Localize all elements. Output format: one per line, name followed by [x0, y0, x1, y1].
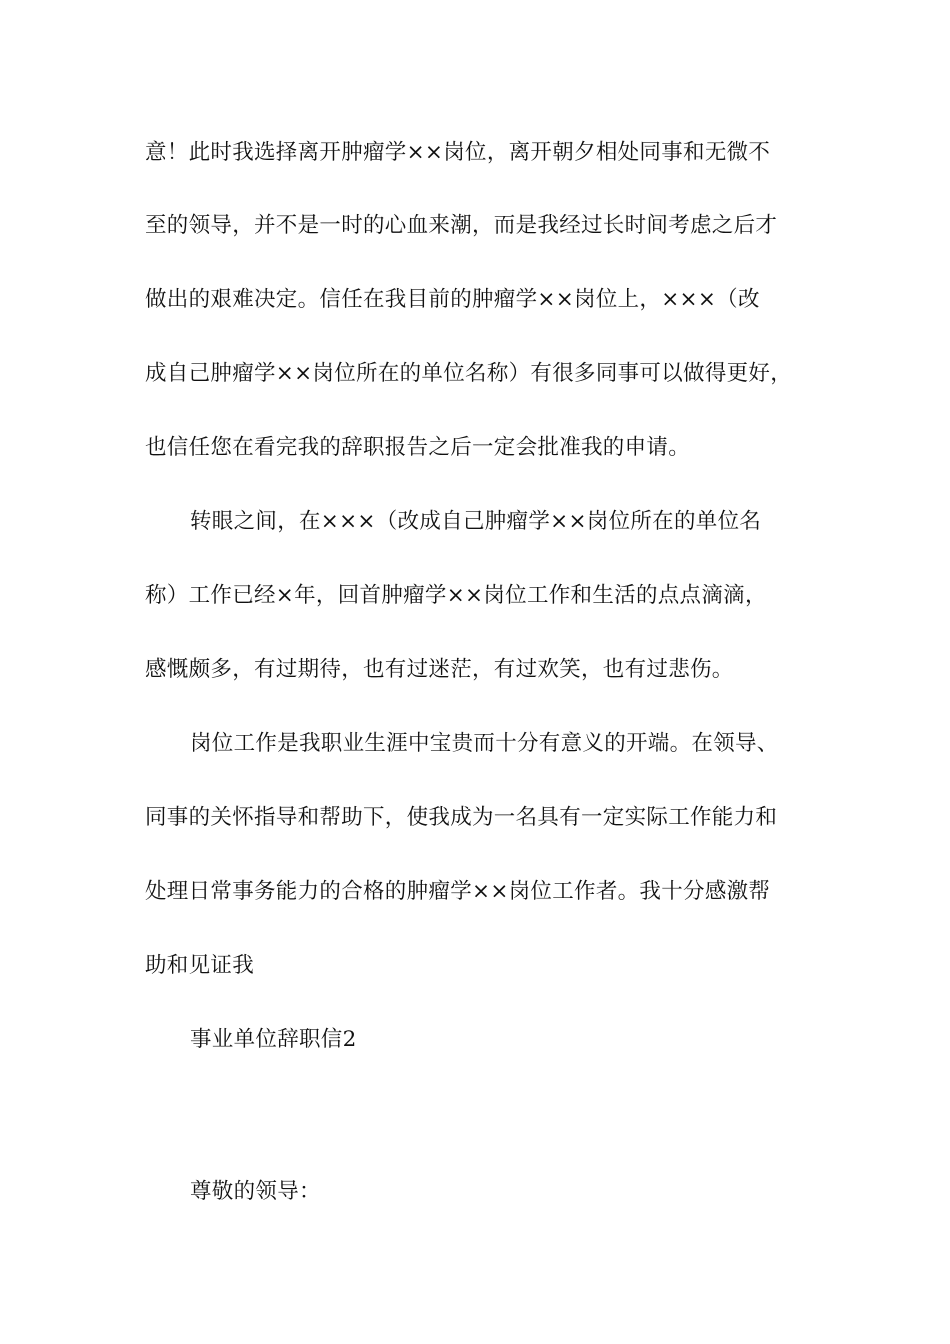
body-line: 同事的关怀指导和帮助下，使我成为一名具有一定实际工作能力和	[145, 805, 778, 830]
body-line: 称）工作已经×年，回首肿瘤学××岗位工作和生活的点点滴滴，	[145, 583, 767, 608]
section-title: 事业单位辞职信2	[190, 1027, 357, 1052]
body-line: 也信任您在看完我的辞职报告之后一定会批准我的申请。	[145, 435, 691, 460]
body-line: 转眼之间，在×××（改成自己肿瘤学××岗位所在的单位名	[190, 509, 762, 534]
body-line: 做出的艰难决定。信任在我目前的肿瘤学××岗位上，×××（改	[145, 287, 760, 312]
body-line: 成自己肿瘤学××岗位所在的单位名称）有很多同事可以做得更好，	[145, 361, 793, 386]
body-line: 感慨颇多，有过期待，也有过迷茫，有过欢笑，也有过悲伤。	[145, 657, 734, 682]
salutation: 尊敬的领导：	[190, 1179, 321, 1204]
body-line: 意！此时我选择离开肿瘤学××岗位，离开朝夕相处同事和无微不	[145, 140, 771, 165]
body-line: 至的领导，并不是一时的心血来潮，而是我经过长时间考虑之后才	[145, 213, 778, 238]
body-line: 助和见证我	[145, 953, 255, 978]
body-line: 岗位工作是我职业生涯中宝贵而十分有意义的开端。在领导、	[190, 731, 779, 756]
body-line: 处理日常事务能力的合格的肿瘤学××岗位工作者。我十分感激帮	[145, 879, 771, 904]
